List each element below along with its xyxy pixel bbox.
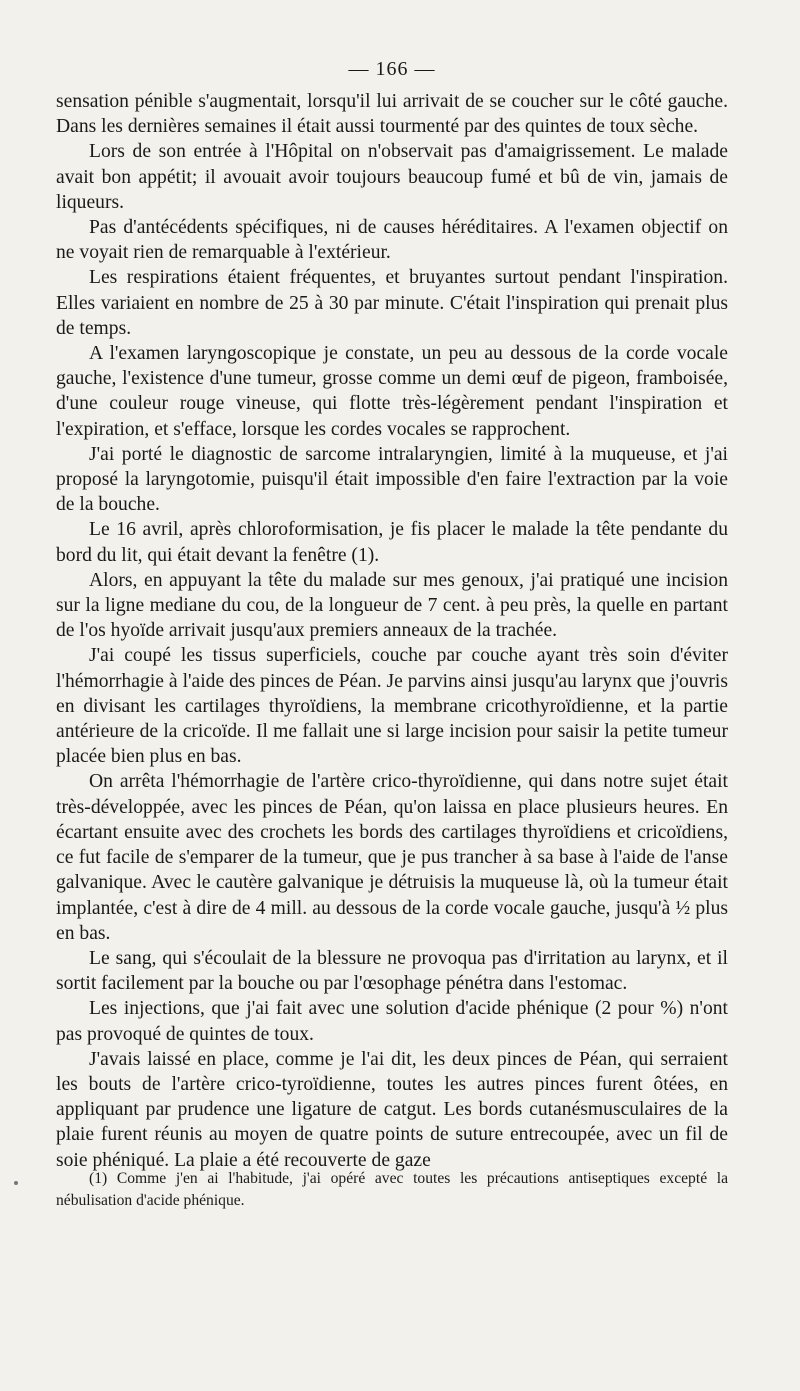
paragraph: J'avais laissé en place, comme je l'ai dit, les deux pinces de Péan, qui serraient les bouts de l'artère crico-tyroïdienne, toutes les autres pinces furent ôtées, en appliquant par prudence une ligature de catgut. Les bords cutanésmusculaires de la plaie furent réunis au moyen de quatre points de suture entrecoupée, avec un fil de soie phéniqué. La plaie a été recouverte de gaze (56, 1048, 728, 1171)
paragraph: Le sang, qui s'écoulait de la blessure ne provoqua pas d'irritation au larynx, et il sortit facilement par la bouche ou par l'œsophage pénétra dans l'estomac. (56, 947, 728, 995)
ink-speck (14, 1181, 18, 1185)
paragraph: On arrêta l'hémorrhagie de l'artère crico-thyroïdienne, qui dans notre sujet était très-développée, avec les pinces de Péan, qu'on laissa en place plusieurs heures. En écartant ensuite avec des crochets les bords des cartilages thyroïdiens et cricoïdiens, ce fut facile de s'emparer de la tumeur, que je pus trancher à sa base à l'aide de l'anse galvanique. Avec le cautère galvanique je détruisis la muqueuse là, où la tumeur était implantée, c'est à dire de 4 mill. au dessous de la corde vocale gauche, jusqu'à ½ plus en bas. (56, 771, 728, 944)
body-text (56, 89, 728, 1173)
footnote (56, 1168, 728, 1212)
paragraph: Les injections, que j'ai fait avec une solution d'acide phénique (2 pour %) n'ont pas provoqué de quintes de toux. (56, 998, 728, 1045)
paragraph: Pas d'antécédents spécifiques, ni de causes héréditaires. A l'examen objectif on ne voyait rien de remarquable à l'extérieur. (56, 217, 728, 264)
paragraph: J'ai porté le diagnostic de sarcome intralaryngien, limité à la muqueuse, et j'ai proposé la laryngotomie, puisqu'il était impossible d'en faire l'extraction par la voie de la bouche. (56, 443, 728, 516)
paragraph: Lors de son entrée à l'Hôpital on n'observait pas d'amaigrissement. Le malade avait bon appétit; il avouait avoir toujours beaucoup fumé et bû de vin, jamais de liqueurs. (56, 141, 728, 213)
paragraph: Le 16 avril, après chloroformisation, je fis placer le malade la tête pendante du bord du lit, qui était devant la fenêtre (1). (56, 519, 728, 566)
paragraph: A l'examen laryngoscopique je constate, un peu au dessous de la corde vocale gauche, l'existence d'une tumeur, grosse comme un demi œuf de pigeon, framboisée, d'une couleur rouge vineuse, qui flotte très-légèrement pendant l'inspiration et l'expiration, et s'efface, lorsque les cordes vocales se rapprochent. (56, 343, 728, 440)
paragraph: J'ai coupé les tissus superficiels, couche par couche ayant très soin d'éviter l'hémorrhagie à l'aide des pinces de Péan. Je parvins ainsi jusqu'au larynx que j'ouvris en divisant les cartilages thyroïdiens, la membrane cricothyroïdienne, et la partie antérieure de la cricoïde. Il me fallait une si large incision pour saisir la petite tumeur placée bien plus en bas. (56, 645, 728, 768)
paragraph: Alors, en appuyant la tête du malade sur mes genoux, j'ai pratiqué une incision sur la ligne mediane du cou, de la longueur de 7 cent. à peu près, la quelle en partant de l'os hyoïde arrivait jusqu'aux premiers anneaux de la trachée. (56, 569, 728, 642)
footnote-text: (1) Comme j'en ai l'habitude, j'ai opéré avec toutes les précautions antiseptiques excepté la nébulisation d'acide phénique. (56, 1170, 728, 1209)
paragraph: Les respirations étaient fréquentes, et bruyantes surtout pendant l'inspiration. Elles variaient en nombre de 25 à 30 par minute. C'était l'inspiration qui prenait plus de temps. (56, 267, 728, 339)
paragraph: sensation pénible s'augmentait, lorsqu'il lui arrivait de se coucher sur le côté gauche. Dans les dernières semaines il était aussi tourmenté par des quintes de toux sèche. (56, 91, 728, 138)
page-number: — 166 — (348, 58, 436, 80)
